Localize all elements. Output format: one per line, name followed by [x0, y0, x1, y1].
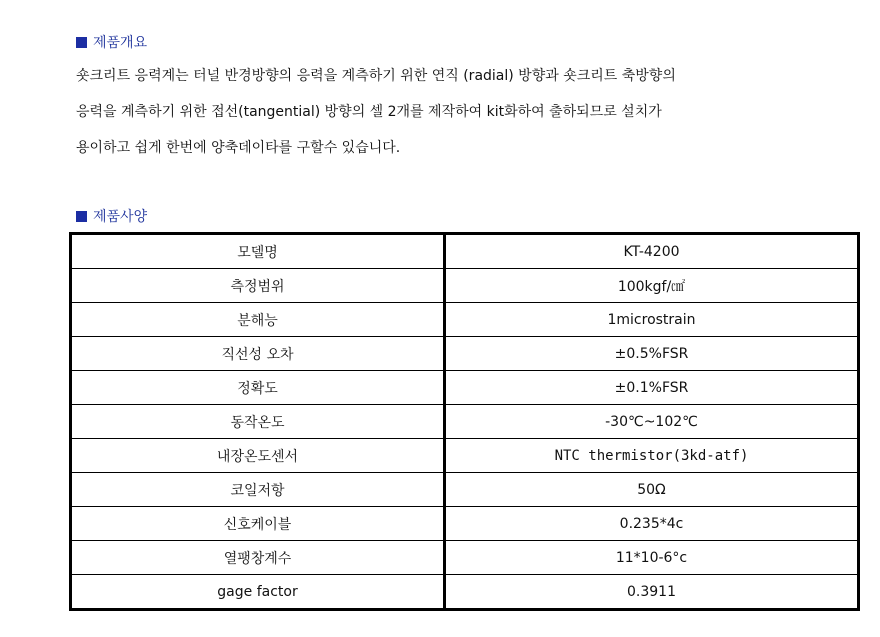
spec-label: 동작온도 — [71, 405, 445, 439]
spec-row-operating-temp — [71, 405, 859, 439]
spec-label: 신호케이블 — [71, 507, 445, 541]
overview-line: 숏크리트 응력계는 터널 반경방향의 응력을 계측하기 위한 연직 (radial) 방향과 숏크리트 축방향의 — [76, 68, 676, 84]
spec-value: ±0.1%FSR — [445, 371, 859, 405]
spec-value: 0.235*4c — [445, 507, 859, 541]
spec-row-signal-cable — [71, 507, 859, 541]
overview-paragraph — [76, 62, 856, 170]
overview-heading — [76, 32, 147, 52]
spec-row-thermal-expansion — [71, 541, 859, 575]
spec-label: 측정범위 — [71, 269, 445, 303]
specs-heading — [76, 206, 147, 226]
spec-label: 열팽창계수 — [71, 541, 445, 575]
spec-label: 내장온도센서 — [71, 439, 445, 473]
spec-value: 50Ω — [445, 473, 859, 507]
overview-line: 용이하고 쉽게 한번에 양축데이타를 구할수 있습니다. — [76, 140, 401, 156]
spec-value: 0.3911 — [445, 575, 859, 610]
overview-heading-text: 제품개요 — [93, 35, 148, 51]
spec-label: gage factor — [71, 575, 445, 610]
spec-value: 100kgf/㎠ — [445, 269, 859, 303]
spec-row-model — [71, 234, 859, 269]
spec-row-accuracy — [71, 371, 859, 405]
spec-value: ±0.5%FSR — [445, 337, 859, 371]
spec-row-range — [71, 269, 859, 303]
spec-label: 모델명 — [71, 234, 445, 269]
spec-value: NTC thermistor(3kd-atf) — [445, 439, 859, 473]
spec-value: -30℃~102℃ — [445, 405, 859, 439]
spec-row-coil-resistance — [71, 473, 859, 507]
square-bullet-icon — [76, 37, 87, 48]
spec-label: 코일저항 — [71, 473, 445, 507]
spec-value: 11*10-6°c — [445, 541, 859, 575]
spec-table — [69, 232, 860, 611]
overview-line: 응력을 계측하기 위한 접선(tangential) 방향의 셀 2개를 제작하여 kit화하여 출하되므로 설치가 — [76, 104, 662, 120]
spec-value: KT-4200 — [445, 234, 859, 269]
spec-label: 분해능 — [71, 303, 445, 337]
spec-row-gage-factor — [71, 575, 859, 610]
spec-row-linearity — [71, 337, 859, 371]
spec-label: 정확도 — [71, 371, 445, 405]
spec-label: 직선성 오차 — [71, 337, 445, 371]
spec-row-temp-sensor — [71, 439, 859, 473]
square-bullet-icon — [76, 211, 87, 222]
spec-value: 1microstrain — [445, 303, 859, 337]
specs-heading-text: 제품사양 — [93, 209, 148, 225]
spec-row-resolution — [71, 303, 859, 337]
